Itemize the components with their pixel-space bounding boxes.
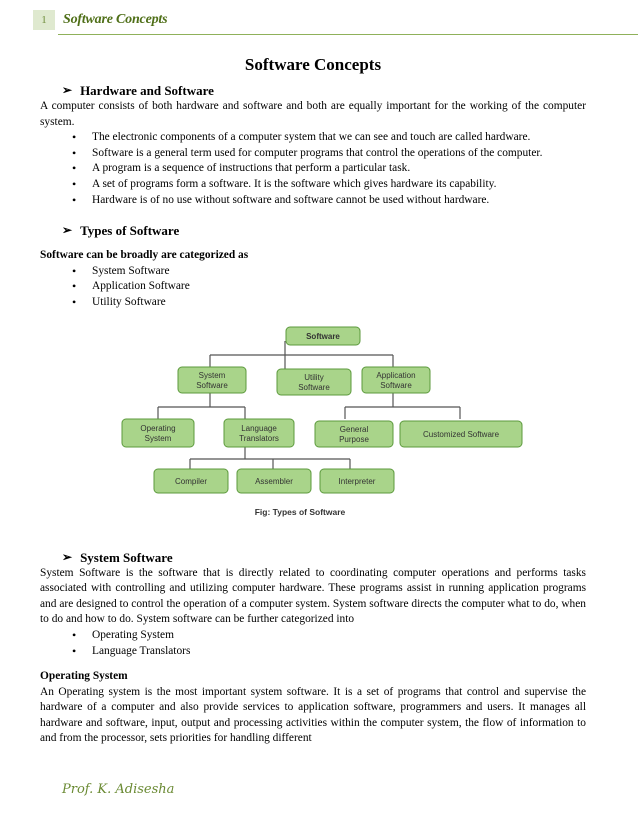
running-title: Software Concepts	[63, 12, 168, 27]
list-item: • Hardware is of no use without software and software cannot be used without hardware.	[92, 193, 586, 209]
box-label: Software	[298, 382, 330, 392]
section-heading-os: Operating System	[40, 670, 128, 683]
list-item: • Utility Software	[92, 295, 586, 311]
list-item: • Software is a general term used for computer programs that control the operations of the computer.	[92, 146, 586, 162]
box-label: Application	[376, 370, 416, 380]
section-heading-types	[40, 222, 586, 239]
list-item: • System Software	[92, 264, 586, 280]
list-item: • Operating System	[92, 628, 586, 644]
box-assembler	[237, 469, 311, 493]
box-label: Interpreter	[338, 476, 376, 486]
box-label: Purpose	[339, 434, 369, 444]
list-item: • A set of programs form a software. It is the software which gives hardware its capability.	[92, 177, 586, 193]
document-body	[40, 54, 586, 747]
section-heading-text: System Software	[80, 549, 173, 565]
box-label: Software	[380, 380, 412, 390]
box-system-software	[178, 367, 246, 393]
box-operating-system	[122, 419, 194, 447]
box-label: System	[144, 433, 172, 443]
paragraph-operating-system: An Operating system is the most important system software. It is a set of programs that control and supervise the hardware of a computer and also provide services to application software, programmers and users. It manages all hardware and software, input, output and processing activities within the computer system, the flow of information to and from the processor, sets priorities for handling different	[40, 685, 586, 745]
bullet-list-types	[40, 264, 586, 311]
list-item: • Application Software	[92, 279, 586, 295]
box-language-translators	[224, 419, 294, 447]
bullet-list-system	[40, 628, 586, 659]
box-label: Assembler	[255, 476, 293, 486]
box-software	[286, 327, 360, 345]
box-application-software	[362, 367, 430, 393]
paragraph-system-software: System Software is the software that is directly related to coordinating computer operations and performs tasks associated with controlling and utilizing computer hardware. These programs assist in running application programs and are designed to control the operation of a computer system. System software directs the computer what to do, when to do and how to do. System software can be further categorized into	[40, 566, 586, 626]
list-item: • The electronic components of a computer system that we can see and touch are called hardware.	[92, 130, 586, 146]
section-heading-hardware	[40, 82, 586, 99]
list-item: • A program is a sequence of instructions that perform a particular task.	[92, 161, 586, 177]
box-label: System	[198, 370, 226, 380]
box-label: Language	[241, 423, 277, 433]
footer-author: Prof. K. Adisesha	[62, 782, 175, 797]
page-header	[0, 8, 638, 34]
box-compiler	[154, 469, 228, 493]
box-general-purpose	[315, 421, 393, 447]
paragraph-types-lead: Software can be broadly are categorized as	[40, 249, 249, 262]
box-label: Customized Software	[422, 429, 500, 439]
box-customized-software	[400, 421, 522, 447]
software-types-diagram	[40, 323, 586, 555]
box-interpreter	[320, 469, 394, 493]
arrow-bullet-icon: ➢	[62, 83, 73, 97]
box-label: Software	[196, 380, 228, 390]
box-label: Software	[306, 331, 340, 341]
box-label: Operating	[140, 423, 176, 433]
arrow-bullet-icon: ➢	[62, 223, 73, 238]
box-label: General	[339, 424, 369, 434]
box-label: Utility	[304, 372, 324, 382]
page-title: Software Concepts	[244, 55, 382, 74]
bullet-list-hardware	[40, 130, 586, 208]
diagram-connectors	[158, 341, 460, 469]
box-utility-software	[277, 369, 351, 395]
section-heading-text: Types of Software	[80, 223, 180, 239]
list-item: • Language Translators	[92, 644, 586, 660]
section-heading-text: Hardware and Software	[80, 83, 214, 98]
page-number: 1	[33, 10, 55, 30]
paragraph-hardware-intro: A computer consists of both hardware and software and both are equally important for the working of the computer system.	[40, 100, 586, 128]
arrow-bullet-icon: ➢	[62, 549, 73, 564]
box-label: Translators	[239, 433, 279, 443]
figure-caption: Fig: Types of Software	[254, 506, 346, 517]
box-label: Compiler	[174, 476, 208, 486]
header-rule	[58, 34, 638, 35]
